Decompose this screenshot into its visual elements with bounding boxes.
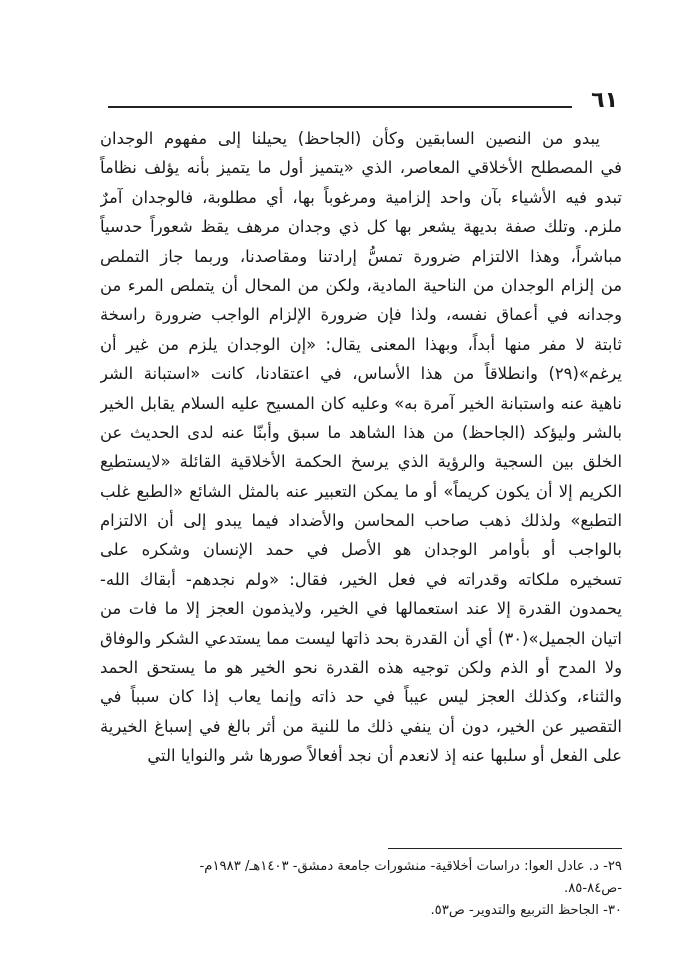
- text-line: مباشراً، وهذا الالتزام ضرورة تمسُّ إرادتنا ومقاصدنا، وربما جاز التملص: [100, 246, 622, 266]
- footnotes: [82, 856, 622, 922]
- text-line: ثابتة لا مفر منها أبداً، وبهذا المعنى يقال: «إن الوجدان يلزم من غير أن: [100, 334, 622, 354]
- text-line: وجدانه في أعماق نفسه، ولذا فإن ضرورة الإلزام الواجب ضرورة راسخة: [100, 305, 622, 325]
- text-line: التطبع» ولذلك ذهب صاحب المحاسن والأضداد فيما يبدو إلى أن الالتزام: [100, 511, 622, 531]
- text-line: من إلزام الوجدان من الناحية المادية، ولكن من المحال أن يتملص المرء من: [100, 275, 622, 295]
- text-line: ملزم. وتلك صفة بديهة يشعر بها كل ذي وجدان مرهف يقظ شعوراً حدسياً: [100, 217, 622, 237]
- text-line: تسخيره ملكاته وقدراته في فعل الخير، فقال: «ولم نجدهم- أبقاك الله-: [100, 569, 622, 589]
- header-rule: [108, 106, 572, 108]
- footnote: ٢٩- د. عادل العوا: دراسات أخلاقية- منشورات جامعة دمشق- ١٤٠٣هـ/ ١٩٨٣م-: [199, 859, 622, 874]
- footnote: ٣٠- الجاحظ التربيع والتدوير- ص٥٣.: [430, 903, 622, 918]
- text-line: بالواجب أو بأوامر الوجدان هو الأصل في حمد الإنسان وشكره على: [100, 540, 622, 560]
- footnote: -ص٨٤-٨٥.: [563, 881, 622, 896]
- text-line: يرغم»(٢٩) وانطلاقاً من هذا الأساس، في اعتقادنا، كانت «استبانة الشر: [100, 364, 622, 384]
- text-line: في المصطلح الأخلاقي المعاصر، الذي «يتميز أول ما يتميز بأنه يؤلف نظاماً: [100, 158, 622, 178]
- footnote-separator: [388, 848, 622, 849]
- text-line: ولا المدح أو الذم ولكن توجيه هذه القدرة نحو الخير هو ما يستحق الحمد: [100, 658, 622, 678]
- text-line: يبدو من النصين السابقين وكأن (الجاحظ) يحيلنا إلى مفهوم الوجدان: [100, 129, 600, 148]
- text-line: والثناء، وكذلك العجز ليس عيباً في حد ذاته وإنما يعاب إذا كان سبباً في: [100, 687, 622, 707]
- text-line: التقصير عن الخير، دون أن ينفي ذلك ما للنية من أثر بالغ في إسباغ الخيرية: [100, 716, 622, 736]
- text-line: ناهية عنه واستبانة الخير آمرة به» وعليه كان المسيح عليه السلام يقابل الخير: [100, 393, 622, 413]
- page-header: [108, 88, 618, 116]
- text-line: تبدو فيه الأشياء بآن واحد إلزامية ومرغوباً بها، أي مطلوبة، فالوجدان آمرٌ: [100, 187, 622, 207]
- text-line: الكريم إلا أن يكون كريماً» أو ما يمكن التعبير عنه بالمثل الشائع «الطبع غلب: [100, 481, 622, 501]
- text-line: على الفعل أو سلبها عنه إذ لانعدم أن نجد أفعالاً صورها شر والنوايا التي: [147, 746, 622, 766]
- text-line: اتيان الجميل»(٣٠) أي أن القدرة بحد ذاتها ليست مما يستدعي الشكر والوفاق: [100, 628, 622, 648]
- text-line: يحمدون القدرة إلا عند استعمالها في الخير، ولايذمون العجز إلا ما فات من: [100, 599, 622, 619]
- text-line: الخلق بين السجية والرؤية الذي يرسخ الحكمة الأخلاقية القائلة «لايستطيع: [100, 452, 622, 472]
- body-text: [100, 124, 622, 771]
- text-line: بالشر وليؤكد (الجاحظ) من هذا الشاهد ما سبق وأبنّا عنه لدى الحديث عن: [100, 422, 622, 442]
- page-number: ٦١: [591, 88, 618, 113]
